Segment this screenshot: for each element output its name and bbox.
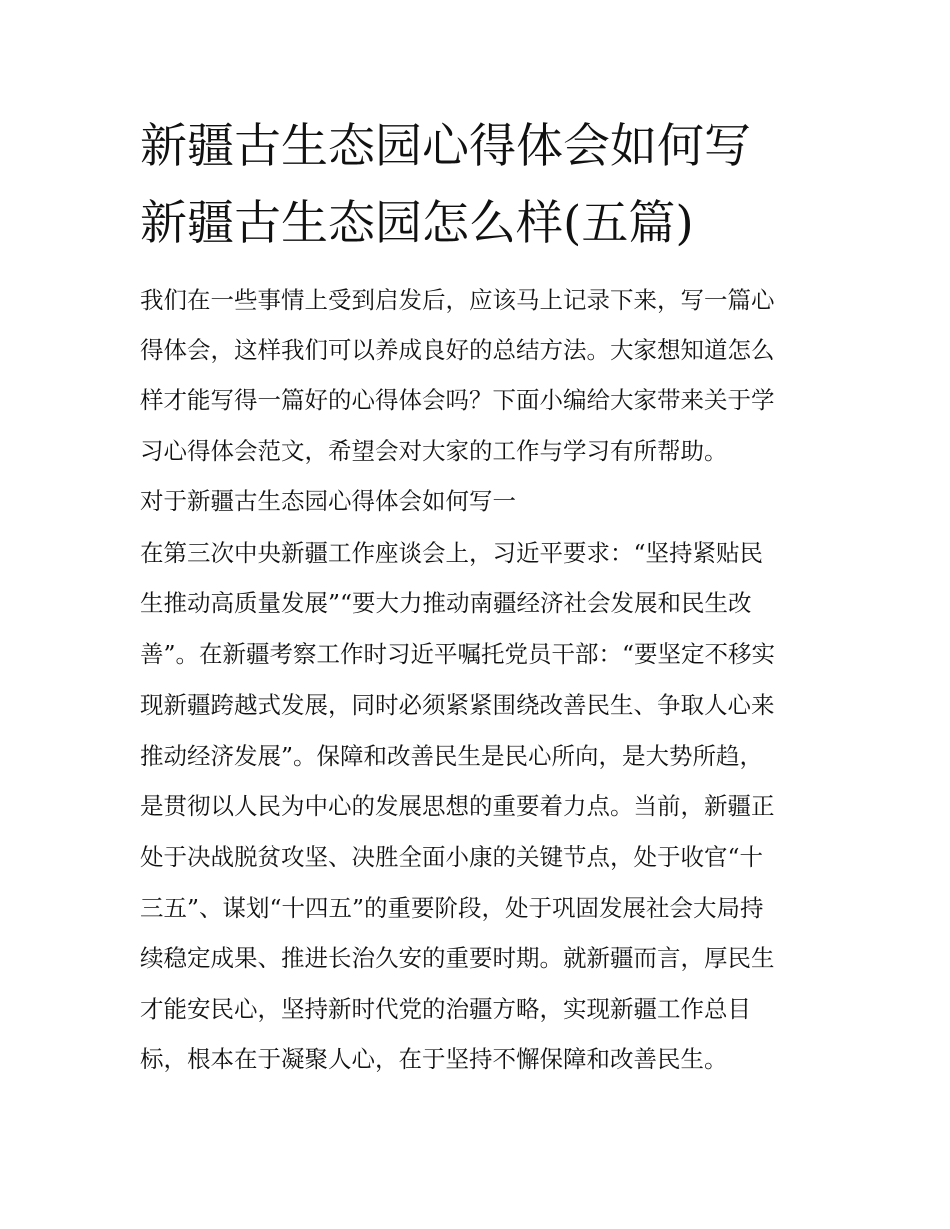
paragraph-line: 样才能写得一篇好的心得体会吗？下面小编给大家带来关于学	[140, 386, 775, 414]
paragraph-line: 现新疆跨越式发展，同时必须紧紧围绕改善民生、争取人心来	[140, 691, 775, 719]
paragraph-line: 三五”、谋划“十四五”的重要阶段，处于巩固发展社会大局持	[140, 894, 764, 922]
paragraph-line: 处于决战脱贫攻坚、决胜全面小康的关键节点，处于收官“十	[140, 843, 764, 871]
document-title-line-1: 新疆古生态园心得体会如何写	[140, 119, 751, 174]
paragraph-line: 是贯彻以人民为中心的发展思想的重要着力点。当前，新疆正	[140, 792, 775, 820]
paragraph-line: 我们在一些事情上受到启发后，应该马上记录下来，写一篇心	[140, 286, 775, 314]
paragraph-line: 善”。在新疆考察工作时习近平嘱托党员干部：“要坚定不移实	[140, 640, 776, 668]
paragraph-line: 推动经济发展”。保障和改善民生是民心所向，是大势所趋，	[140, 742, 764, 770]
paragraph-line: 生推动高质量发展”“要大力推动南疆经济社会发展和民生改	[140, 589, 752, 617]
paragraph-line: 标，根本在于凝聚人心，在于坚持不懈保障和改善民生。	[140, 1045, 728, 1073]
paragraph-line: 习心得体会范文，希望会对大家的工作与学习有所帮助。	[140, 437, 728, 465]
paragraph-line: 才能安民心，坚持新时代党的治疆方略，实现新疆工作总目	[140, 995, 751, 1023]
paragraph-line: 在第三次中央新疆工作座谈会上，习近平要求：“坚持紧贴民	[140, 539, 764, 567]
document-title-line-2: 新疆古生态园怎么样(五篇)	[140, 196, 694, 251]
section-heading: 对于新疆古生态园心得体会如何写一	[140, 487, 516, 515]
paragraph-line: 得体会，这样我们可以养成良好的总结方法。大家想知道怎么	[140, 336, 775, 364]
paragraph-line: 续稳定成果、推进长治久安的重要时期。就新疆而言，厚民生	[140, 944, 775, 972]
